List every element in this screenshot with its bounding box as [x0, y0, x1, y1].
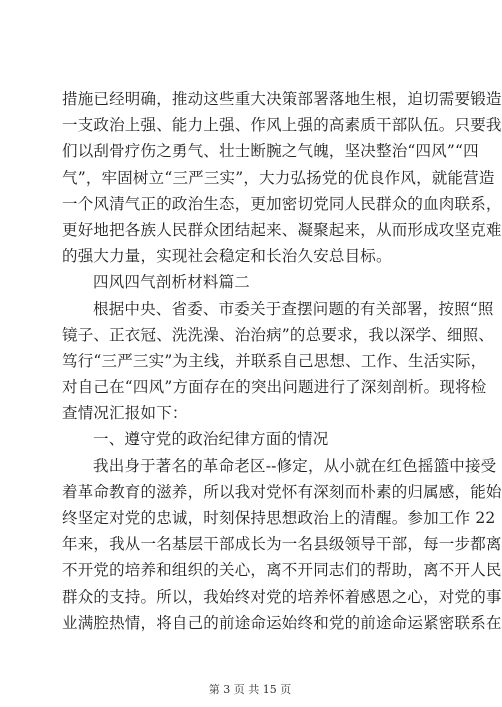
- text-line: 们以刮骨疗伤之勇气、壮士断腕之气魄，坚决整治“四风”“四: [62, 142, 479, 161]
- text-line: 群众的支持。所以，我始终对党的培养怀着感恩之心，对党的事: [62, 587, 502, 606]
- document-body: [62, 86, 502, 636]
- text-line: 更好地把各族人民群众团结起来、凝聚起来，从而形成攻坚克难: [62, 220, 502, 239]
- text-line: 业满腔热情，将自己的前途命运始终和党的前途命运紧密联系在: [62, 613, 502, 632]
- text-line: 不开党的培养和组织的关心，离不开同志们的帮助，离不开人民: [62, 561, 502, 580]
- text-line: 镜子、正衣冠、洗洗澡、治治病”的总要求，我以深学、细照、: [62, 325, 495, 344]
- text-line: 的强大力量，实现社会稳定和长治久安总目标。: [62, 247, 392, 266]
- text-line: 着革命教育的滋养，所以我对党怀有深刻而朴素的归属感，能始: [62, 482, 502, 501]
- text-line: 一、遵守党的政治纪律方面的情况: [93, 430, 329, 449]
- text-line: 一支政治上强、能力上强、作风上强的高素质干部队伍。只要我: [62, 116, 502, 135]
- text-line: 终坚定对党的忠诚，时刻保持思想政治上的清醒。参加工作 22: [62, 509, 496, 527]
- text-line: 笃行“三严三实”为主线，并联系自己思想、工作、生活实际，: [62, 351, 487, 370]
- text-line: 年来，我从一名基层干部成长为一名县级领导干部，每一步都离: [62, 535, 502, 554]
- text-line: 一个风清气正的政治生态，更加密切党同人民群众的血肉联系，: [62, 194, 502, 213]
- text-line: 气”，牢固树立“三严三实”，大力弘扬党的优良作风，就能营造: [62, 168, 495, 187]
- text-line: 对自己在“四风”方面存在的突出问题进行了深刻剖析。现将检: [62, 378, 487, 397]
- text-line: 根据中央、省委、市委关于查摆问题的有关部署，按照“照: [93, 299, 494, 318]
- text-line: 查情况汇报如下：: [62, 404, 188, 423]
- text-line: 措施已经明确，推动这些重大决策部署落地生根，迫切需要锻造: [62, 90, 502, 108]
- page-footer: 第 3 页 共 15 页: [208, 683, 292, 696]
- text-line: 四风四气剖析材料篇二: [93, 273, 251, 292]
- text-line: 我出身于著名的革命老区--修定，从小就在红色摇篮中接受: [93, 456, 497, 475]
